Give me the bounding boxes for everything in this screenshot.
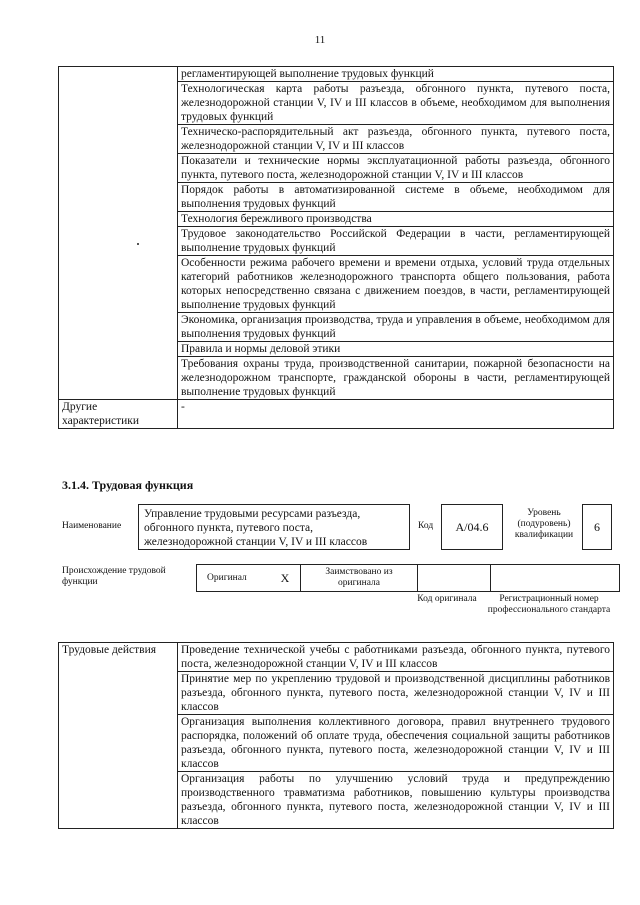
scan-speck bbox=[137, 243, 139, 245]
code-label: Код bbox=[418, 521, 434, 531]
knowledge-table bbox=[58, 66, 614, 429]
table-cell: Технологическая карта работы разъезда, обгонного пункта, путевого поста, железнодорожной станции V, IV и III классов в объеме, необходимом для выполнения трудовых функций bbox=[178, 82, 614, 125]
table-cell: Организация выполнения коллективного договора, правил внутреннего трудового распорядка, положений об оплате труда, обеспечения социальной защиты работников разъезда, обгонного пункта, путевого поста, железнодорожной станции V, IV и III классов bbox=[178, 715, 614, 772]
reg-number-caption: Регистрационный номер профессионального стандарта bbox=[487, 594, 611, 615]
table-cell: Особенности режима рабочего времени и времени отдыха, условий труда отдельных категорий работников железнодорожного транспорта общего пользования, работа которых непосредственно связана с движением поездов, в части, регламентирующей выполнение трудовых функций bbox=[178, 256, 614, 313]
table-cell: Требования охраны труда, производственной санитарии, пожарной безопасности на железнодорожном транспорте, гражданской обороны в части, регламентирующей выполнение трудовых функций bbox=[178, 357, 614, 400]
table-cell: Порядок работы в автоматизированной системе в объеме, необходимом для выполнения трудовых функций bbox=[178, 183, 614, 212]
original-label: Оригинал bbox=[197, 565, 271, 592]
table-cell: Принятие мер по укреплению трудовой и производственной дисциплины работников разъезда, обгонного пункта, путевого поста, железнодорожной станции V, IV и III классов bbox=[178, 672, 614, 715]
page-number: 11 bbox=[314, 34, 326, 46]
level-label: Уровень (подуровень) квалификации bbox=[514, 508, 574, 540]
table-cell: Проведение технической учебы с работниками разъезда, обгонного пункта, путевого поста, железнодорожной станции V, IV и III классов bbox=[178, 643, 614, 672]
name-label: Наименование bbox=[62, 521, 122, 531]
table-cell: Технология бережливого производства bbox=[178, 212, 614, 227]
table-cell: регламентирующей выполнение трудовых функций bbox=[178, 67, 614, 82]
row-label-other: Другие характеристики bbox=[59, 400, 178, 429]
function-name-box: Управление трудовыми ресурсами разъезда, обгонного пункта, путевого поста, железнодорожной станции V, IV и III классов bbox=[138, 504, 410, 550]
table-cell: Трудовое законодательство Российской Федерации в части, регламентирующей выполнение трудовых функций bbox=[178, 227, 614, 256]
table-cell: Показатели и технические нормы эксплуатационной работы разъезда, обгонного пункта, путевого поста, железнодорожной станции V, IV и III классов bbox=[178, 154, 614, 183]
code-original-cell bbox=[418, 565, 491, 592]
section-heading: 3.1.4. Трудовая функция bbox=[62, 478, 194, 492]
function-code-box: A/04.6 bbox=[441, 504, 503, 550]
table-cell: Организация работы по улучшению условий труда и предупреждению производственного травматизма работников, повышению культуры производства разъезда, обгонного пункта, путевого поста, железнодорожной станции V, IV и III классов bbox=[178, 772, 614, 829]
code-original-caption: Код оригинала bbox=[417, 594, 477, 604]
row-label bbox=[59, 67, 178, 400]
level-box: 6 bbox=[582, 504, 612, 550]
table-row bbox=[59, 643, 614, 672]
actions-table bbox=[58, 642, 614, 829]
borrowed-label: Заимствовано из оригинала bbox=[301, 565, 418, 592]
table-row bbox=[59, 67, 614, 82]
original-mark: X bbox=[270, 565, 301, 592]
table-row bbox=[197, 565, 620, 592]
table-cell: Экономика, организация производства, труда и управления в объеме, необходимом для выполнения трудовых функций bbox=[178, 313, 614, 342]
table-cell: - bbox=[178, 400, 614, 429]
actions-label: Трудовые действия bbox=[59, 643, 178, 829]
table-cell: Техническо-распорядительный акт разъезда, обгонного пункта, путевого поста, железнодорожной станции V, IV и III классов bbox=[178, 125, 614, 154]
origin-label: Происхождение трудовой функции bbox=[62, 566, 166, 587]
table-row bbox=[59, 400, 614, 429]
origin-table bbox=[196, 564, 620, 592]
table-cell: Правила и нормы деловой этики bbox=[178, 342, 614, 357]
reg-number-cell bbox=[491, 565, 620, 592]
